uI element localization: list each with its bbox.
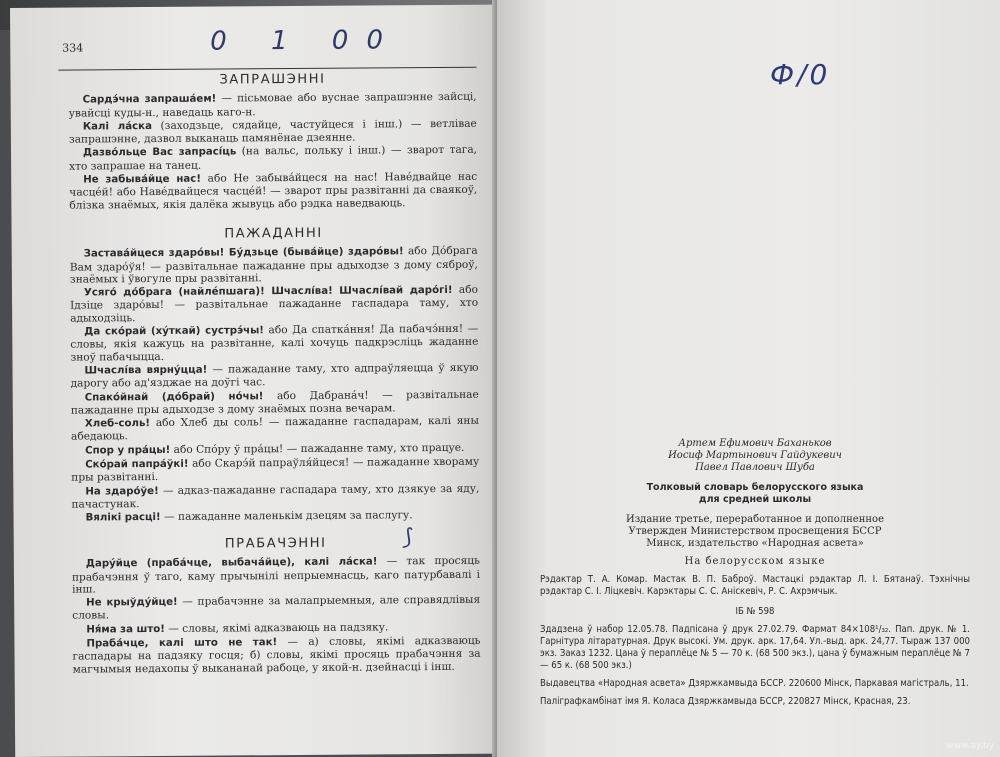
entry: Вялікі расці! — пажаданне маленькім дзецям за паслугу. xyxy=(85,509,413,524)
entry: Спако́йнай (до́брай) но́чы! або Дабрана́ч! — развітальнае пажаданне пры адыходзе з дому знаёмых позна вечарам. xyxy=(70,388,479,417)
entry: Ня́ма за што! — словы, якімі адказваюць на падзяку. xyxy=(86,621,389,636)
printer-address: Паліграфкамбінат імя Я. Коласа Дзяржкамвыда БССР, 220827 Мінск, Красная, 23. xyxy=(540,696,911,707)
section-title: ЗАПРАШЭННІ xyxy=(219,71,326,88)
entry: Хлеб-соль! або Хлеб ды соль! — пажаданне гаспадарам, калі яны абедаюць. xyxy=(70,414,479,444)
entry: Дару́йце (праба́чце, выбача́йце), калі ла́ска! — так просяць прабачэння ў таго, каму прычынілі непрыемнасць, каго патурбавалі і інш. xyxy=(71,555,481,596)
section-invitations xyxy=(68,73,477,213)
colophon xyxy=(540,438,970,708)
section-title: ПРАБАЧЭННІ xyxy=(224,535,327,552)
entry: Да ско́рай (ху́ткай) сустрэ́чы! або Да спатка́ння! Да пабачэ́ння! — словы, якія кажуць на развітанне, калі хочуць падкрэсліць жаданне зноў пабачыцца. xyxy=(70,322,479,364)
publisher-address: Выдавецтва «Народная асвета» Дзяржкамвыда БССР. 220600 Мінск, Паркавая магістраль, 11. xyxy=(540,678,969,689)
handwritten-annotation: 0 1 00 xyxy=(210,25,402,57)
language-note: На белорусском языке xyxy=(684,556,826,567)
ib-number: ІБ № 598 xyxy=(735,606,775,617)
book-title-sub: для средней школы xyxy=(698,494,812,505)
author-name: Артем Ефимович Баханьков xyxy=(678,438,832,449)
handwritten-annotation: Ф/0 xyxy=(770,58,831,91)
entry: Не крыўду́йце! — прабачэнне за малапрыемныя, але справядлівыя словы. xyxy=(72,593,481,623)
left-page xyxy=(10,5,500,757)
section-apologies xyxy=(72,537,481,677)
entry: Не забыва́йце нас! або Не забыва́йцеся на нас! Наве́двайце нас часце́й! або Наве́двайцеся часце́й! — зварот пры развітанні да сваякоў, блізка знаёмых, якія далёка жывуць або рэдка наведваюць. xyxy=(69,170,478,212)
entry: Калі ла́ска (заходзьце, сядайце, частуйцеся і інш.) — ветлівае запрашэнне, дазвол выканаць памянёнае дзеянне. xyxy=(68,117,477,146)
entry: Ско́рай папра́ўкі! або Скарэ́й папраўля́йцеся! — пажаданне хвораму пры развітанні. xyxy=(71,455,480,484)
section-title: ПАЖАДАННІ xyxy=(224,225,323,242)
entry: Усяго́ до́брага (найле́пшага)! Шчаслі́ва! Шчаслі́вай даро́гі! або Ідзіце здаро́вы! — развітальнае пажаданне гаспадара таму, хто адыходзіць. xyxy=(70,283,479,325)
entry: Спор у пра́цы! або Спо́ру ў пра́цы! — пажаданне таму, хто працуе. xyxy=(85,441,465,457)
entry: Сардэ́чна запраша́ем! — пісьмовае або вуснае запрашэнне зайсці, увайсці куды-н., наведаць каго-н. xyxy=(68,91,477,120)
entry: Застава́йцеся здаро́вы! Бу́дзьце (быва́йце) здаро́вы! або До́брага Вам здаро́ўя! — развітальнае пажаданне пры адыходзе з дому сяброў, знаёмых і ўвогуле пры развітанні. xyxy=(69,245,478,286)
author-name: Иосиф Мартынович Гайдукевич xyxy=(668,450,842,461)
page-number: 334 xyxy=(62,41,84,55)
editorial-staff: Рэдактар Т. А. Комар. Мастак В. П. Баброў. Мастацкі рэдактар Л. І. Бятанаў. Тэхнічны рэдактар С. І. Ліцкевіч. Карэктары С. С. Анiскевiч, Р. С. Ахрэмчык. xyxy=(540,574,970,597)
entry: Шчаслі́ва вярну́цца! — пажаданне таму, хто адпраўляецца ў якую дарогу або ад'язджае на доўгі час. xyxy=(70,361,479,390)
entry: Праба́чце, калі што не так! — а) словы, якімі адказваюць гаспадары на падзяку госця; б) словы, якімі просяць прабачэння за магчымыя недахопы ў выкананай рабоце, у якой-н. дзейнасці і інш. xyxy=(72,634,481,676)
header-rule xyxy=(58,67,476,71)
handwritten-checkmark-icon: ⟆ xyxy=(403,525,413,551)
print-details: Здадзена ў набор 12.05.78. Падпісана ў друк 27.02.79. Фармат 84×108¹/₃₂. Пап. друк. № 1. Гарнітура літаратурная. Друк высокі. Ум. друк. арк. 17,64. Ул.-выд. арк. 24,77. Тыраж 137 000 экз. Заказ 1232. Цана ў пераплёце № 5 — 70 к. (68 500 экз.), цана ў бумажным пераплёце № 7 — 65 к. (68 500 экз.) xyxy=(540,624,970,671)
site-watermark: www.ay.by xyxy=(946,741,994,751)
author-name: Павел Павлович Шуба xyxy=(695,462,815,473)
entry: Дазво́льце Вас запрасі́ць (на вальс, польку і інш.) — зварот тага, хто запрашае на танец. xyxy=(69,144,478,173)
entry: На здаро́ўе! — адказ-пажаданне гаспадара таму, хто дзякуе за яду, пачастунак. xyxy=(71,482,480,511)
book-title: Толковый словарь белорусского языка xyxy=(646,482,864,493)
edition-note: Издание третье, переработанное и дополненное xyxy=(626,514,884,525)
publisher-line: Минск, издательство «Народная асвета» xyxy=(646,538,864,549)
approval-note: Утвержден Министерством просвещения БССР xyxy=(628,526,882,537)
section-wishes xyxy=(70,227,480,526)
